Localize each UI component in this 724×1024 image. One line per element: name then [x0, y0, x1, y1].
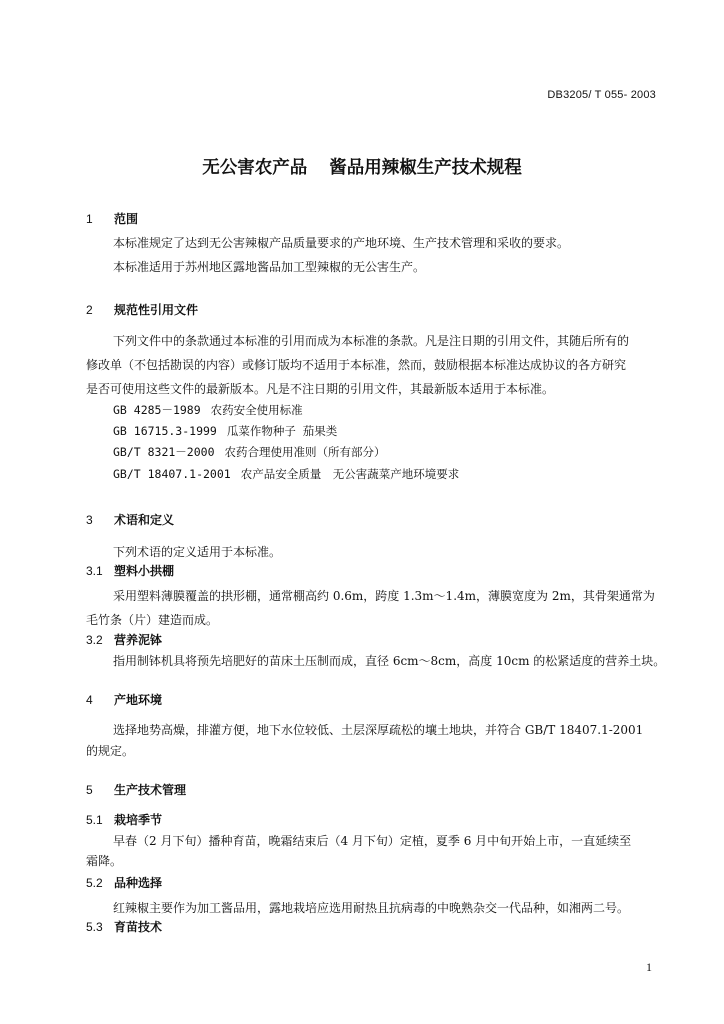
reference-item: GB 16715.3-1999 瓜菜作物种子 茄果类	[113, 424, 338, 438]
subsection-5-2-heading: 5.2 品种选择	[86, 876, 163, 890]
reference-item: GB/T 18407.1-2001 农产品安全质量 无公害蔬菜产地环境要求	[113, 467, 460, 481]
section-4-heading: 4 产地环境	[86, 693, 163, 707]
section-1-heading: 1 范围	[86, 212, 139, 226]
term-3-1-line-2: 毛竹条（片）建造而成。	[86, 613, 219, 627]
document-title	[0, 154, 724, 179]
section-2-para-line-1: 下列文件中的条款通过本标准的引用而成为本标准的条款。凡是注日期的引用文件，其随后所有的	[113, 334, 630, 348]
subsection-5-1-heading: 5.1 栽培季节	[86, 813, 163, 827]
section-5-heading: 5 生产技术管理	[86, 783, 187, 797]
subsection-5-1-line-1: 早春（2 月下旬）播种育苗，晚霜结束后（4 月下旬）定植，夏季 6 月中旬开始上市，一直延续至	[113, 834, 632, 848]
section-3-intro: 下列术语的定义适用于本标准。	[113, 545, 282, 559]
section-4-line-2: 的规定。	[86, 744, 135, 758]
section-1-para-2: 本标准适用于苏州地区露地酱品加工型辣椒的无公害生产。	[113, 260, 426, 274]
section-4-line-1: 选择地势高燥，排灌方便，地下水位较低、土层深厚疏松的壤土地块，并符合 GB/T 18407.1-2001	[113, 723, 644, 737]
section-2-para-line-3: 是否可使用这些文件的最新版本。凡是不注日期的引用文件，其最新版本适用于本标准。	[86, 382, 555, 396]
subsection-5-2-line-1: 红辣椒主要作为加工酱品用，露地栽培应选用耐热且抗病毒的中晚熟杂交一代品种，如湘两二号。	[113, 901, 630, 915]
page-number: 1	[646, 960, 652, 974]
term-3-1-line-1: 采用塑料薄膜覆盖的拱形棚，通常棚高约 0.6m，跨度 1.3m～1.4m，薄膜宽度为 2m，其骨架通常为	[113, 589, 655, 603]
term-3-1-heading: 3.1 塑料小拱棚	[86, 564, 175, 578]
reference-item: GB/T 8321－2000 农药合理使用准则（所有部分）	[113, 445, 386, 459]
section-3-heading: 3 术语和定义	[86, 513, 175, 527]
section-2-heading: 2 规范性引用文件	[86, 303, 199, 317]
standard-code: DB3205/ T 055- 2003	[547, 89, 656, 101]
subsection-5-3-heading: 5.3 育苗技术	[86, 920, 163, 934]
title-part-2: 酱品用辣椒生产技术规程	[329, 158, 522, 178]
title-part-1: 无公害农产品	[202, 158, 308, 178]
reference-item: GB 4285－1989 农药安全使用标准	[113, 403, 303, 417]
subsection-5-1-line-2: 霜降。	[86, 854, 123, 868]
term-3-2-heading: 3.2 营养泥钵	[86, 633, 163, 647]
term-3-2-line-1: 指用制钵机具将预先培肥好的苗床土压制而成，直径 6cm～8cm，高度 10cm 的松紧适度的营养土块。	[113, 654, 666, 668]
section-2-para-line-2: 修改单（不包括勘误的内容）或修订版均不适用于本标准，然而，鼓励根据本标准达成协议的各方研究	[86, 358, 627, 372]
section-1-para-1: 本标准规定了达到无公害辣椒产品质量要求的产地环境、生产技术管理和采收的要求。	[113, 236, 570, 250]
